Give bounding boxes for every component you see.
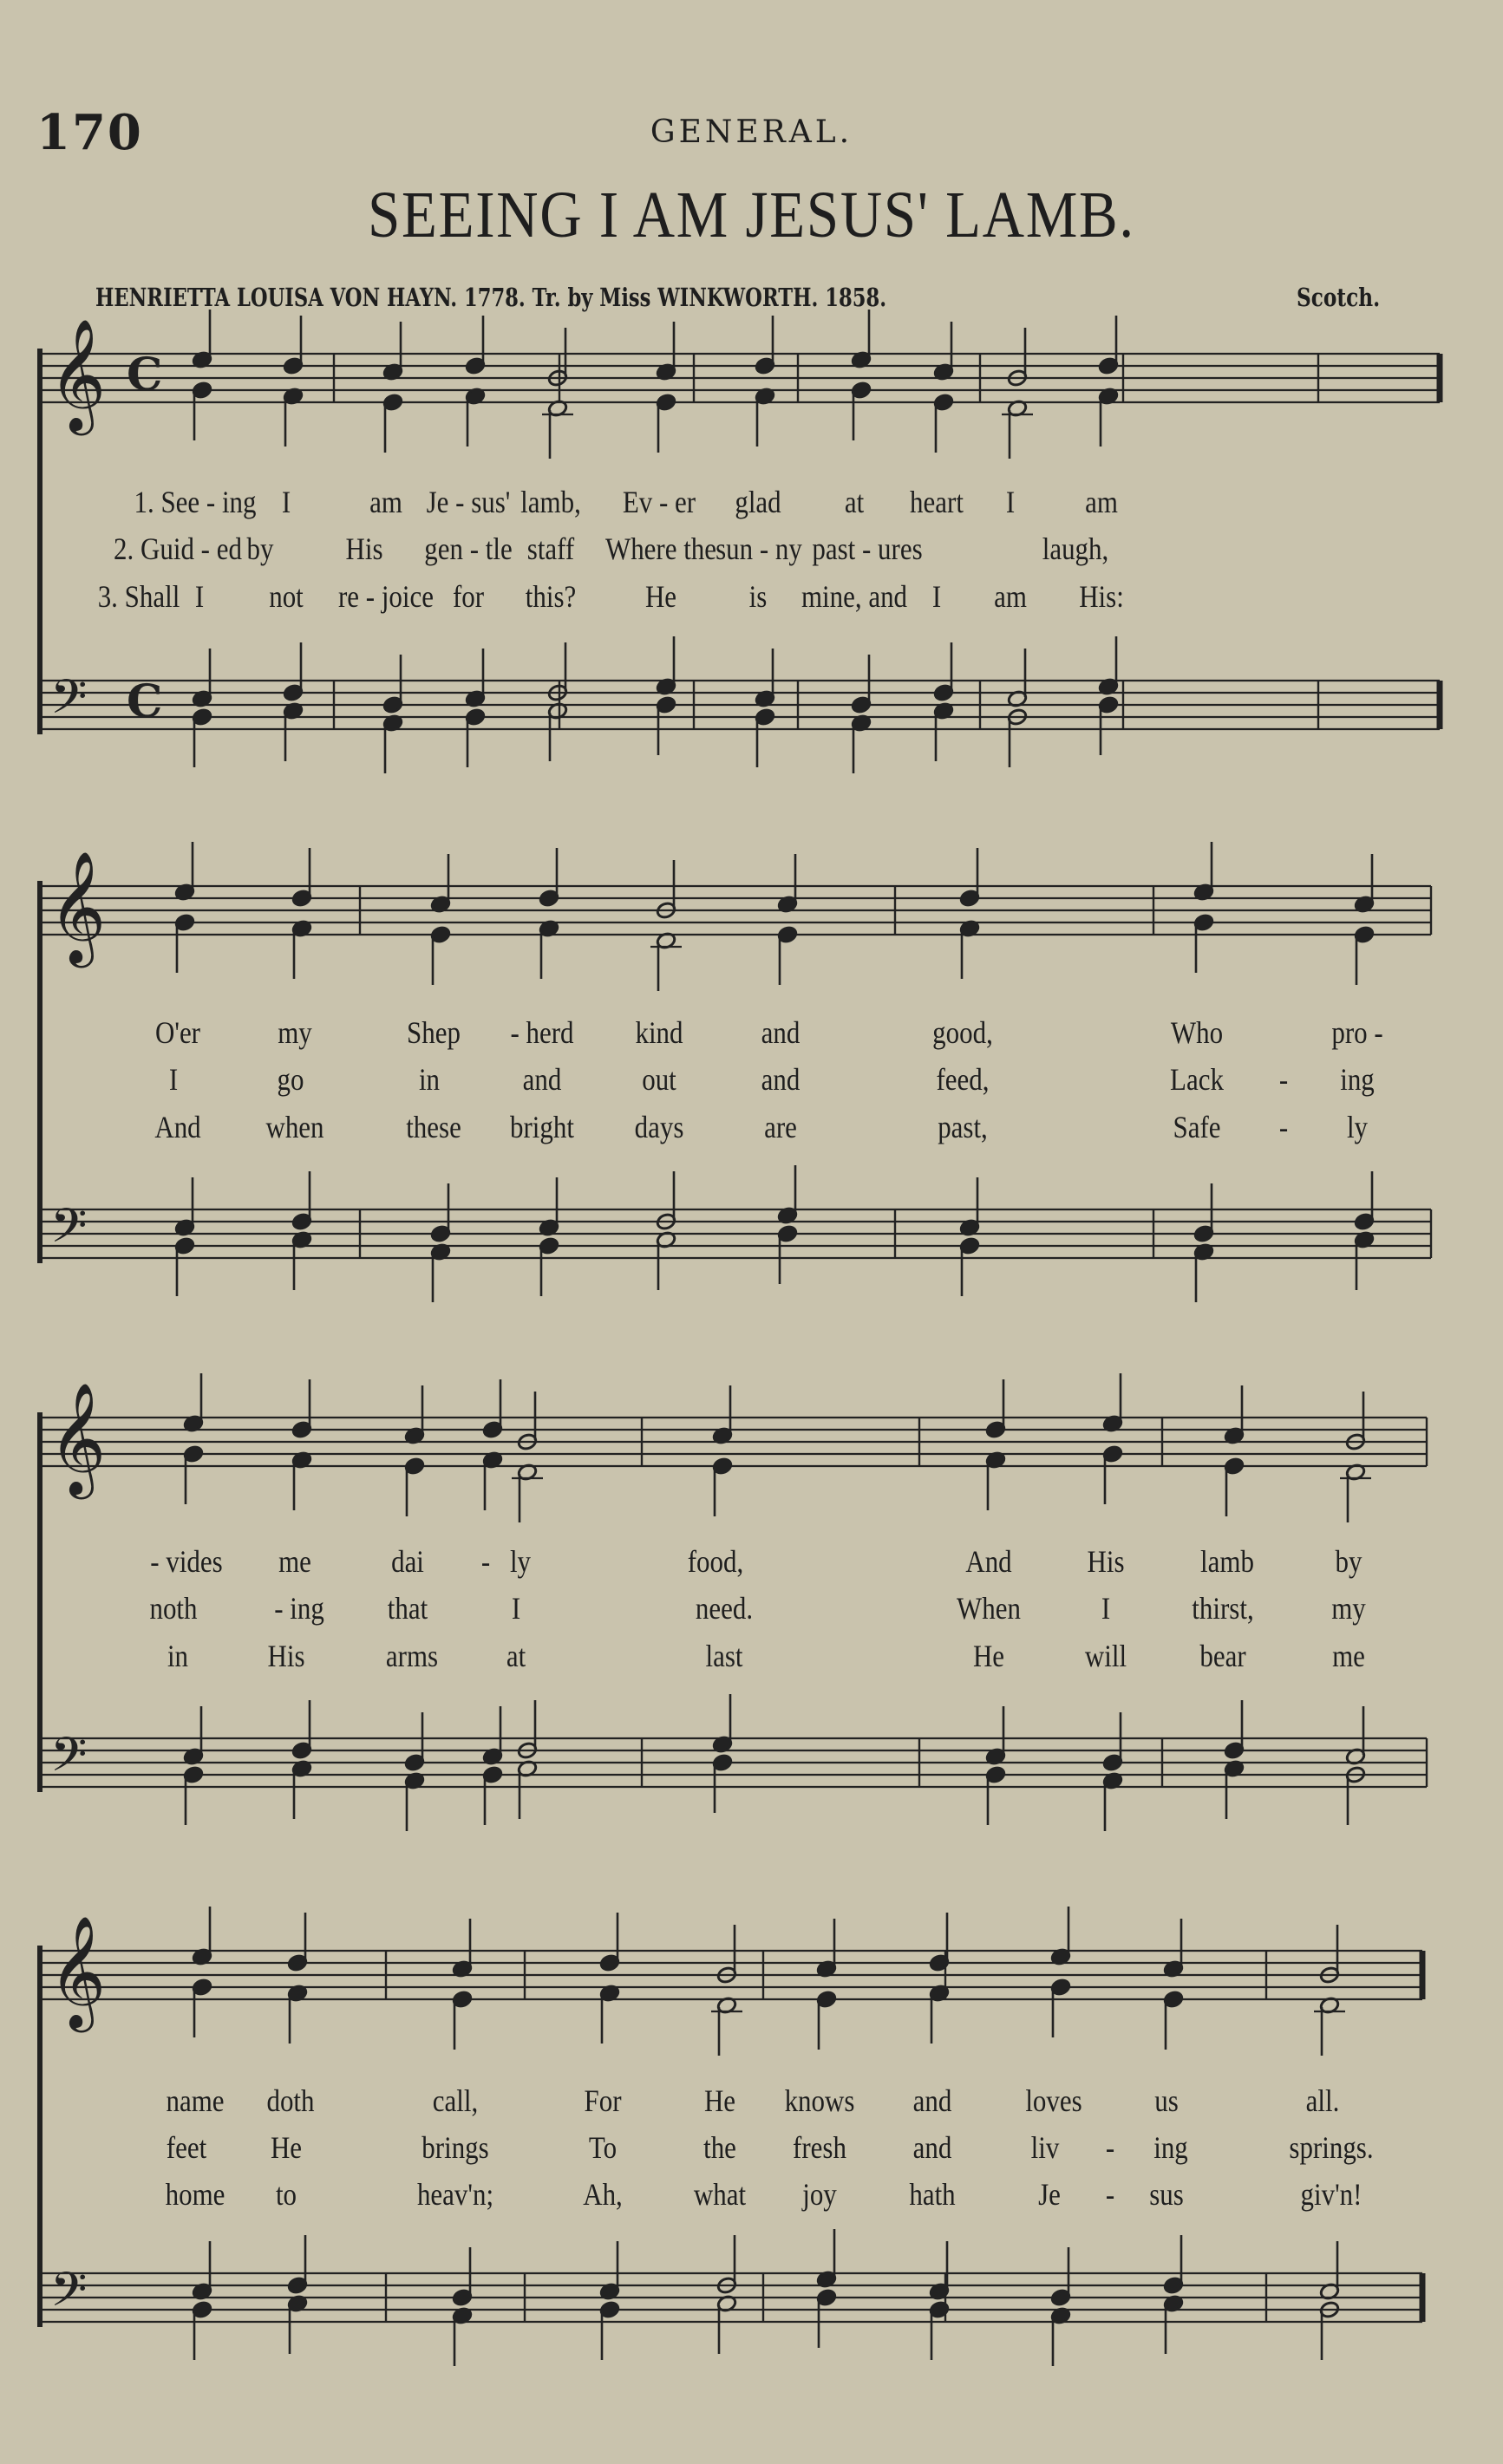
lyric-s1-v2-w7: sun - ny <box>716 531 802 566</box>
lyric-s1-v3-w3: not <box>269 579 304 614</box>
lyric-s2-v1-w6: and <box>761 1015 801 1050</box>
lyric-s2-v3-w10: ly <box>1346 1110 1369 1144</box>
lyric-s1-v2-w1: 2. Guid - ed <box>114 531 242 566</box>
lyric-s1-v3-w10: I <box>931 579 942 614</box>
lyric-s3-v3-w9: me <box>1332 1639 1365 1673</box>
treble-clef-icon: 𝄞 <box>49 1915 107 2028</box>
lyric-s3-v3-w6: He <box>972 1639 1005 1673</box>
lyric-s3-v3-w7: will <box>1084 1639 1127 1673</box>
lyric-s2-v3-w6: are <box>764 1110 797 1144</box>
lyric-s2-v2-w6: and <box>761 1062 801 1097</box>
lyric-s2-v2-w2: go <box>277 1062 304 1097</box>
lyric-s3-v3-w5: last <box>705 1639 743 1673</box>
lyric-s1-v1-w4: Je - sus' <box>426 485 511 519</box>
lyric-s4-v2-w7: and <box>912 2130 952 2165</box>
lyric-s4-v2-w10: ing <box>1153 2130 1188 2165</box>
lyric-s3-v1-w9: lamb <box>1200 1544 1254 1579</box>
lyric-s1-v1-w8: at <box>844 485 865 519</box>
lyric-s3-v2-w4: I <box>511 1591 521 1626</box>
lyric-s1-v2-w8: past - ures <box>812 531 923 566</box>
lyric-s1-v2-w3: His <box>345 531 383 566</box>
lyric-s3-v1-w3: dai <box>391 1544 424 1579</box>
lyric-s2-v2-w1: I <box>168 1062 179 1097</box>
lyric-s2-v3-w3: these <box>406 1110 461 1144</box>
lyric-s4-v2-w1: feet <box>166 2130 207 2165</box>
lyric-s3-v1-w2: me <box>278 1544 311 1579</box>
lyric-s2-v2-w8: Lack <box>1170 1062 1224 1097</box>
lyric-s4-v2-w5: the <box>703 2130 736 2165</box>
bass-clef-icon: 𝄢 <box>50 2262 88 2329</box>
lyric-s1-v2-w5: staff <box>526 531 575 566</box>
lyric-s1-v3-w11: am <box>994 579 1027 614</box>
lyric-s3-v3-w4: at <box>506 1639 526 1673</box>
lyric-s4-v3-w7: hath <box>909 2177 956 2212</box>
lyric-s4-v1-w7: and <box>912 2083 952 2118</box>
page-number: 170 <box>36 104 143 161</box>
lyric-s4-v3-w2: to <box>275 2177 297 2212</box>
lyric-s4-v1-w5: He <box>703 2083 736 2118</box>
tune-credit: Scotch. <box>1296 283 1380 312</box>
lyric-s3-v3-w2: His <box>267 1639 305 1673</box>
lyric-s3-v1-w4: - <box>480 1544 491 1579</box>
lyric-s1-v1-w5: lamb, <box>520 485 581 519</box>
lyric-s1-v1-w3: am <box>369 485 402 519</box>
lyric-s1-v3-w5: for <box>452 579 485 614</box>
lyric-s3-v2-w7: I <box>1101 1591 1111 1626</box>
lyric-s2-v3-w8: Safe <box>1173 1110 1221 1144</box>
lyric-s4-v2-w8: liv <box>1030 2130 1060 2165</box>
lyric-s4-v3-w10: sus <box>1149 2177 1184 2212</box>
lyric-s2-v2-w4: and <box>522 1062 562 1097</box>
lyric-s3-v3-w3: arms <box>385 1639 439 1673</box>
lyric-s3-v2-w3: that <box>387 1591 428 1626</box>
lyric-s1-v1-w2: I <box>281 485 291 519</box>
common-time-icon: C <box>127 675 163 728</box>
lyric-s4-v2-w3: brings <box>421 2130 489 2165</box>
lyric-s4-v1-w10: all. <box>1305 2083 1340 2118</box>
common-time-icon: C <box>127 349 163 401</box>
lyric-s4-v3-w9: - <box>1105 2177 1115 2212</box>
lyric-s4-v3-w5: what <box>693 2177 747 2212</box>
lyric-s1-v1-w9: heart <box>910 485 964 519</box>
lyric-s4-v1-w6: knows <box>784 2083 855 2118</box>
lyric-s2-v2-w10: ing <box>1340 1062 1375 1097</box>
lyric-s4-v1-w1: name <box>166 2083 225 2118</box>
lyric-s2-v3-w1: And <box>154 1110 201 1144</box>
lyric-s4-v3-w3: heav'n; <box>416 2177 494 2212</box>
lyric-s1-v1-w6: Ev - er <box>622 485 696 519</box>
running-header: GENERAL. <box>650 114 853 150</box>
lyric-s2-v1-w5: kind <box>635 1015 683 1050</box>
lyric-s2-v1-w7: good, <box>932 1015 993 1050</box>
lyric-s2-v3-w4: bright <box>510 1110 574 1144</box>
treble-clef-icon: 𝄞 <box>49 318 107 431</box>
treble-clef-icon: 𝄞 <box>49 851 107 963</box>
bass-clef-icon: 𝄢 <box>50 669 88 736</box>
lyric-s4-v2-w2: He <box>270 2130 303 2165</box>
lyric-s1-v2-w6: Where the <box>604 531 717 566</box>
lyric-s2-v1-w4: - herd <box>510 1015 574 1050</box>
lyric-s2-v1-w9: pro - <box>1331 1015 1383 1050</box>
lyric-s4-v3-w1: home <box>165 2177 225 2212</box>
lyric-s2-v2-w7: feed, <box>936 1062 990 1097</box>
hymn-title: SEEING I AM JESUS' LAMB. <box>368 179 1135 251</box>
lyric-s4-v2-w9: - <box>1105 2130 1115 2165</box>
lyric-s2-v3-w5: days <box>634 1110 684 1144</box>
lyric-s2-v1-w2: my <box>278 1015 312 1050</box>
lyric-s2-v1-w3: Shep <box>407 1015 461 1050</box>
lyric-s4-v1-w8: loves <box>1025 2083 1082 2118</box>
lyric-s2-v2-w9: - <box>1278 1062 1289 1097</box>
lyric-s2-v3-w2: when <box>265 1110 324 1144</box>
lyric-s4-v2-w4: To <box>588 2130 618 2165</box>
lyric-s2-v1-w8: Who <box>1170 1015 1224 1050</box>
lyric-s1-v3-w9: mine, and <box>801 579 908 614</box>
lyric-s3-v3-w1: in <box>167 1639 189 1673</box>
lyric-s2-v2-w5: out <box>642 1062 676 1097</box>
lyric-s1-v1-w7: glad <box>735 485 781 519</box>
lyric-s4-v3-w4: Ah, <box>583 2177 623 2212</box>
lyric-s3-v2-w2: - ing <box>274 1591 324 1626</box>
lyric-s1-v3-w12: His: <box>1079 579 1124 614</box>
lyric-s1-v1-w1: 1. See - ing <box>134 485 257 519</box>
lyric-s3-v1-w10: by <box>1335 1544 1363 1579</box>
lyric-s3-v2-w9: my <box>1331 1591 1366 1626</box>
lyric-s1-v3-w8: is <box>748 579 768 614</box>
lyric-s2-v3-w7: past, <box>938 1110 988 1144</box>
lyric-s3-v2-w1: noth <box>149 1591 198 1626</box>
lyric-s1-v1-w10: I <box>1005 485 1016 519</box>
lyric-s4-v1-w9: us <box>1154 2083 1179 2118</box>
lyric-s2-v1-w1: O'er <box>155 1015 200 1050</box>
lyric-s1-v3-w6: this? <box>525 579 577 614</box>
lyric-s3-v2-w8: thirst, <box>1192 1591 1254 1626</box>
lyric-s1-v2-w4: gen - tle <box>424 531 513 566</box>
lyric-s4-v3-w6: joy <box>802 2177 837 2212</box>
treble-clef-icon: 𝄞 <box>49 1382 107 1495</box>
lyric-s4-v1-w4: For <box>584 2083 622 2118</box>
lyric-s3-v1-w7: And <box>965 1544 1012 1579</box>
lyric-s4-v3-w11: giv'n! <box>1300 2177 1363 2212</box>
lyric-s1-v2-w9: laugh, <box>1042 531 1109 566</box>
lyric-s2-v3-w9: - <box>1278 1110 1289 1144</box>
lyric-s3-v2-w5: need. <box>695 1591 754 1626</box>
lyric-s1-v3-w7: He <box>644 579 677 614</box>
lyric-s4-v1-w3: call, <box>432 2083 479 2118</box>
lyric-s4-v3-w8: Je <box>1038 2177 1061 2212</box>
lyric-s1-v3-w2: I <box>194 579 205 614</box>
lyric-s1-v3-w4: re - joice <box>337 579 435 614</box>
lyric-s3-v2-w6: When <box>957 1591 1021 1626</box>
bass-clef-icon: 𝄢 <box>50 1198 88 1265</box>
lyric-s2-v2-w3: in <box>418 1062 441 1097</box>
lyric-s1-v2-w2: by <box>246 531 274 566</box>
lyric-s3-v1-w6: food, <box>687 1544 744 1579</box>
lyric-s3-v1-w1: - vides <box>150 1544 223 1579</box>
lyric-s3-v3-w8: bear <box>1199 1639 1246 1673</box>
lyric-s4-v1-w2: doth <box>266 2083 315 2118</box>
lyric-s3-v1-w8: His <box>1087 1544 1125 1579</box>
lyric-s1-v1-w11: am <box>1085 485 1118 519</box>
bass-clef-icon: 𝄢 <box>50 1727 88 1794</box>
lyric-s3-v1-w5: ly <box>509 1544 532 1579</box>
author-credit: HENRIETTA LOUISA VON HAYN. 1778. Tr. by Miss WINKWORTH. 1858. <box>95 283 887 312</box>
lyric-s1-v3-w1: 3. Shall <box>97 579 180 614</box>
lyric-s4-v2-w6: fresh <box>793 2130 846 2165</box>
lyric-s4-v2-w11: springs. <box>1289 2130 1374 2165</box>
